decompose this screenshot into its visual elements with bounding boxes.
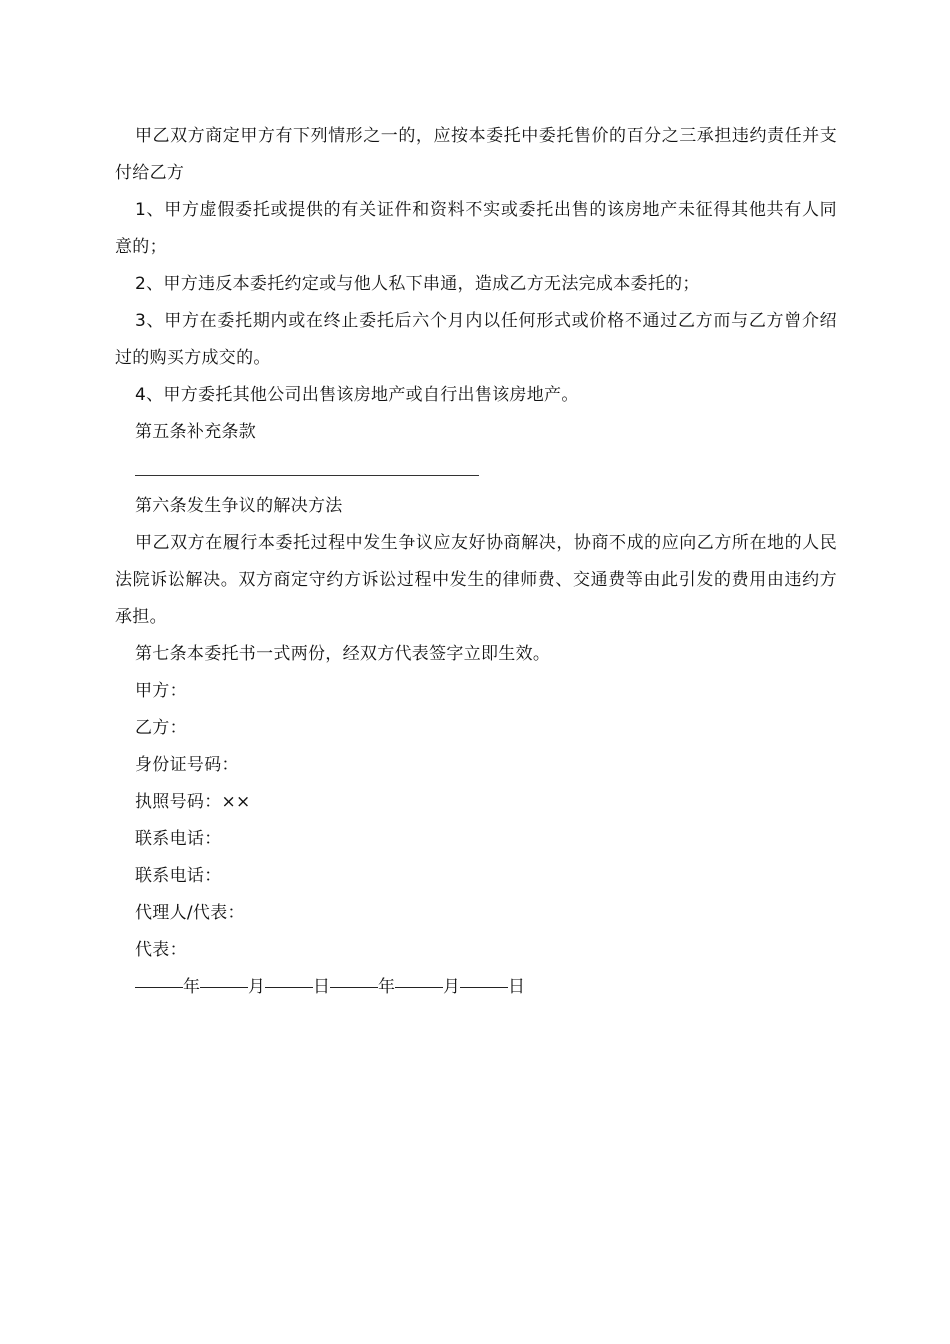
party-a-label: 甲方： [135,681,187,701]
year-label: 年 [183,977,200,997]
date-blank [135,986,183,988]
day-label: 日 [508,977,525,997]
license-number-label: 执照号码：×× [135,792,251,812]
article-7-text: 第七条本委托书一式两份，经双方代表签字立即生效。 [135,644,551,664]
supplementary-terms-blank [115,451,837,488]
article-5-heading: 第五条补充条款 [135,422,257,442]
date-line [115,969,837,1006]
date-blank [200,986,248,988]
article-6-heading: 第六条发生争议的解决方法 [135,496,343,516]
month-label: 月 [248,977,265,997]
document-page [115,118,837,1006]
representative-label: 代表： [135,940,187,960]
article-6-body: 甲乙双方在履行本委托过程中发生争议应友好协商解决，协商不成的应向乙方所在地的人民法院诉讼解决。双方商定守约方诉讼过程中发生的律师费、交通费等由此引发的费用由违约方承担。 [115,533,837,627]
penalty-intro-paragraph: 甲乙双方商定甲方有下列情形之一的，应按本委托中委托售价的百分之三承担违约责任并支付给乙方 [115,126,837,183]
agent-label: 代理人/代表： [135,903,245,923]
date-blank [395,986,443,988]
blank-fill-line [135,475,479,476]
day-label: 日 [313,977,330,997]
penalty-item-1: 1、甲方虚假委托或提供的有关证件和资料不实或委托出售的该房地产未征得其他共有人同意的； [115,200,837,257]
penalty-item-3: 3、甲方在委托期内或在终止委托后六个月内以任何形式或价格不通过乙方而与乙方曾介绍过的购买方成交的。 [115,311,837,368]
date-blank [460,986,508,988]
month-label: 月 [443,977,460,997]
penalty-item-4: 4、甲方委托其他公司出售该房地产或自行出售该房地产。 [135,385,579,405]
phone-label-2: 联系电话： [135,866,222,886]
penalty-item-2: 2、甲方违反本委托约定或与他人私下串通，造成乙方无法完成本委托的； [135,274,700,294]
id-number-label: 身份证号码： [135,755,239,775]
date-blank [265,986,313,988]
year-label: 年 [378,977,395,997]
party-b-label: 乙方： [135,718,187,738]
date-blank [330,986,378,988]
phone-label-1: 联系电话： [135,829,222,849]
